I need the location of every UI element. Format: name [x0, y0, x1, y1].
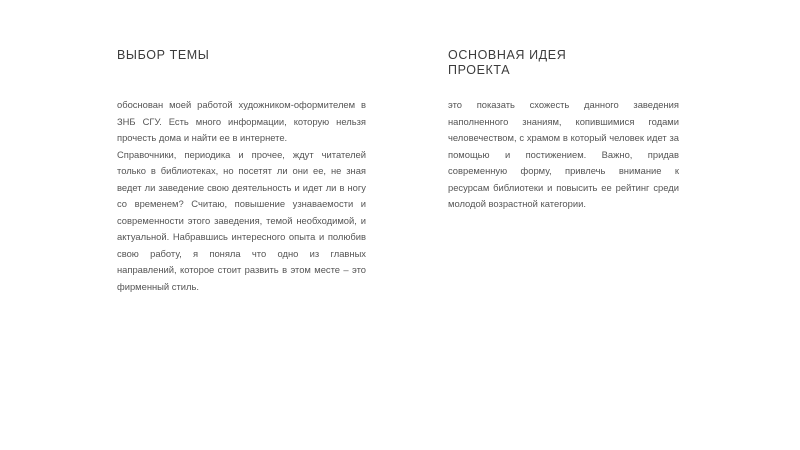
topic-choice-heading: ВЫБОР ТЕМЫ	[117, 48, 210, 62]
topic-choice-body	[117, 97, 366, 295]
main-idea-heading-line-2: ПРОЕКТА	[448, 63, 511, 77]
main-idea-heading-line-1: ОСНОВНАЯ ИДЕЯ	[448, 48, 567, 62]
main-idea-paragraph: это показать схожесть данного заведения наполненного знаниям, копившимися годами человечеством, с храмом в который человек идет за помощью и постижением. Важно, придав современную форму, привлечь внимание к ресурсам библиотеки и повысить ее рейтинг среди молодой возрастной категории.	[448, 99, 679, 209]
main-idea-section	[448, 48, 679, 213]
topic-choice-paragraph-1: обоснован моей работой художником-оформителем в ЗНБ СГУ. Есть много информации, которую нельзя прочесть дома и найти ее в интернете.	[117, 99, 366, 143]
main-idea-heading	[448, 48, 679, 78]
topic-choice-section	[117, 48, 366, 295]
topic-choice-paragraph-2: Справочники, периодика и прочее, ждут читателей только в библиотеках, но посетят ли они ее, не зная ведет ли заведение свою деятельность и идет ли в ногу со временем? Считаю, повышение узнаваемости и современности этого заведения, темой необходимой, и актуальной. Набравшись интересного опыта и полюбив свою работу, я поняла что одно из главных направлений, которое стоит развить в этом месте – это фирменный стиль.	[117, 148, 366, 292]
main-idea-body	[448, 97, 679, 213]
